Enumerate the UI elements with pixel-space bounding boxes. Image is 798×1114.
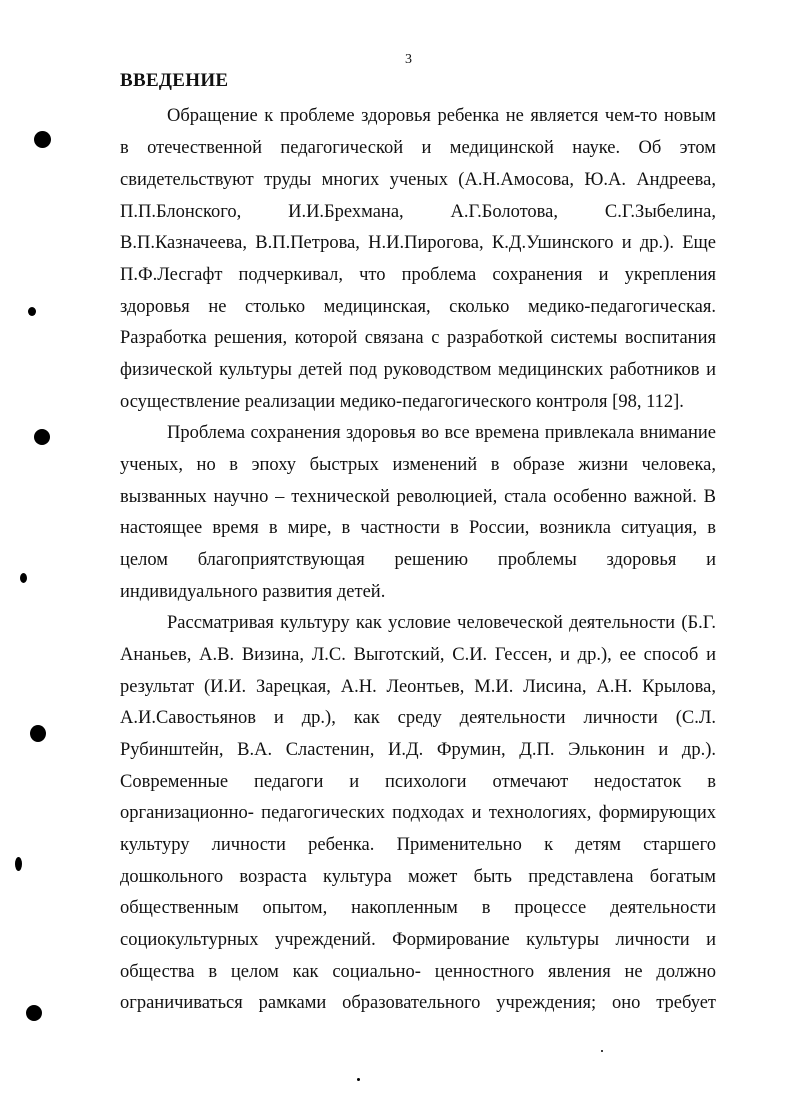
text-line: Ананьев, А.В. Визина, Л.С. Выготский, С.И. Гессен, и др.), ее способ и	[120, 645, 716, 665]
text-line: результат (И.И. Зарецкая, А.Н. Леонтьев, М.И. Лисина, А.Н. Крылова,	[120, 677, 716, 697]
text-line: В.П.Казначеева, В.П.Петрова, Н.И.Пирогова, К.Д.Ушинского и др.). Еще	[120, 233, 716, 253]
text-line: дошкольного возраста культура может быть представлена богатым	[120, 867, 716, 887]
punch-hole	[34, 131, 51, 148]
text-line: П.Ф.Лесгафт подчеркивал, что проблема сохранения и укрепления	[120, 265, 716, 285]
text-line: Современные педагоги и психологи отмечают недостаток в	[120, 772, 716, 792]
text-line: общественным опытом, накопленным в процессе деятельности	[120, 898, 716, 918]
text-line: целом благоприятствующая решению проблемы здоровья и	[120, 550, 716, 570]
punch-hole	[28, 307, 36, 316]
text-line: Разработка решения, которой связана с разработкой системы воспитания	[120, 328, 716, 348]
text-line: А.И.Савостьянов и др.), как среду деятельности личности (С.Л.	[120, 708, 716, 728]
text-line: ограничиваться рамками образовательного учреждения; оно требует	[120, 993, 716, 1013]
punch-hole	[15, 857, 22, 871]
text-line: вызванных научно – технической революцией, стала особенно важной. В	[120, 487, 716, 507]
text-line: организационно- педагогических подходах и технологиях, формирующих	[120, 803, 716, 823]
text-line: настоящее время в мире, в частности в России, возникла ситуация, в	[120, 518, 716, 538]
text-line: общества в целом как социально- ценностного явления не должно	[120, 962, 716, 982]
text-line: социокультурных учреждений. Формирование культуры личности и	[120, 930, 716, 950]
text-line: Обращение к проблеме здоровья ребенка не является чем-то новым	[167, 106, 716, 126]
text-line: свидетельствуют труды многих ученых (А.Н.Амосова, Ю.А. Андреева,	[120, 170, 716, 190]
text-line: Рубинштейн, В.А. Сластенин, И.Д. Фрумин, Д.П. Эльконин и др.).	[120, 740, 716, 760]
punch-hole	[30, 725, 46, 742]
text-line: в отечественной педагогической и медицинской науке. Об этом	[120, 138, 716, 158]
section-heading: ВВЕДЕНИЕ	[120, 70, 229, 91]
text-line: П.П.Блонского, И.И.Брехмана, А.Г.Болотова, С.Г.Зыбелина,	[120, 202, 716, 222]
text-line: физической культуры детей под руководством медицинских работников и	[120, 360, 716, 380]
page-number: 3	[405, 52, 412, 67]
text-line: Проблема сохранения здоровья во все времена привлекала внимание	[167, 423, 716, 443]
text-line: индивидуального развития детей.	[120, 582, 386, 602]
text-line: культуру личности ребенка. Применительно к детям старшего	[120, 835, 716, 855]
punch-hole	[20, 573, 27, 583]
punch-hole	[26, 1005, 42, 1021]
text-line: осуществление реализации медико-педагогического контроля [98, 112].	[120, 392, 684, 412]
text-line: Рассматривая культуру как условие человеческой деятельности (Б.Г.	[167, 613, 716, 633]
text-line: ученых, но в эпоху быстрых изменений в образе жизни человека,	[120, 455, 716, 475]
scan-speck	[357, 1078, 360, 1081]
scan-speck	[601, 1050, 603, 1052]
text-line: здоровья не столько медицинская, сколько медико-педагогическая.	[120, 297, 716, 317]
punch-hole	[34, 429, 50, 445]
